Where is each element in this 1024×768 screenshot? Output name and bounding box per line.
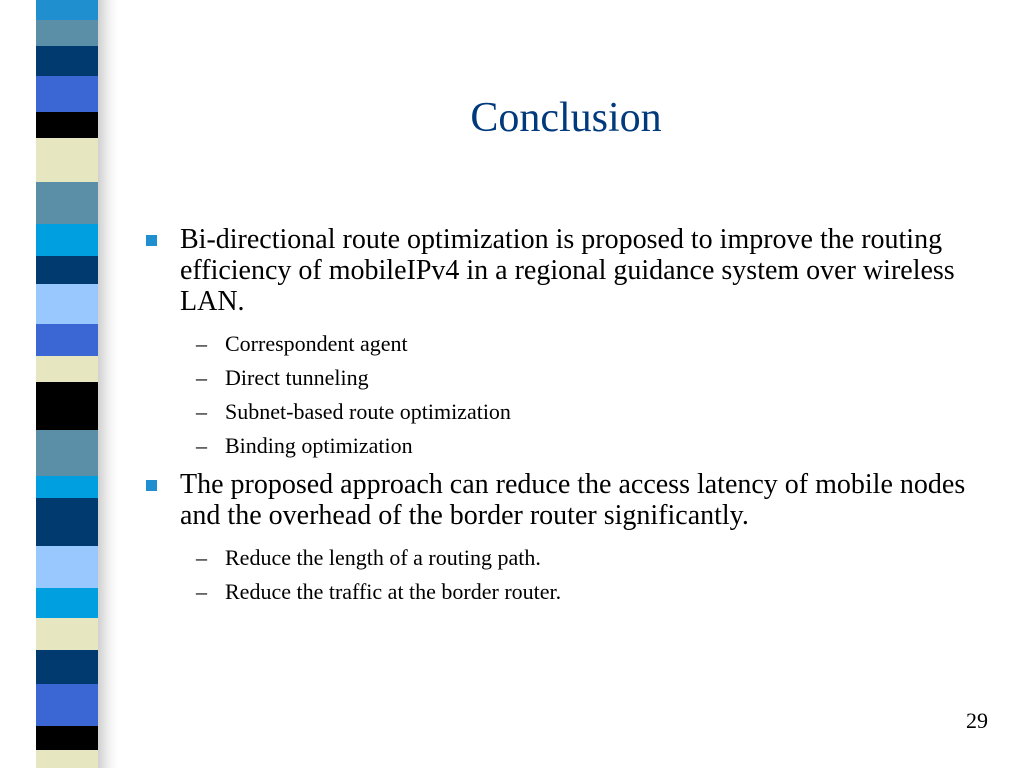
sub-item xyxy=(140,327,1000,361)
dash-marker: – xyxy=(196,399,207,424)
stripe-segment xyxy=(36,46,98,77)
stripe-segment xyxy=(36,324,98,357)
stripe-segment xyxy=(36,138,98,183)
stripe-segment xyxy=(36,382,98,431)
sub-item xyxy=(140,361,1000,395)
stripe-segment xyxy=(36,650,98,685)
sub-item-text: Direct tunneling xyxy=(225,365,369,390)
bullet-2 xyxy=(140,469,1000,531)
bullet-text: The proposed approach can reduce the access latency of mobile nodes and the overhead of the border router significantly. xyxy=(180,469,966,531)
bullet-1 xyxy=(140,224,1000,317)
stripe-segment xyxy=(36,224,98,257)
sub-list-2 xyxy=(140,541,1000,609)
dash-marker: – xyxy=(196,365,207,390)
stripe-segment xyxy=(36,750,98,768)
stripe-segment xyxy=(36,476,98,499)
stripe-segment xyxy=(36,684,98,727)
stripe-segment xyxy=(36,112,98,139)
stripe-segment xyxy=(36,0,98,21)
sub-item-text: Binding optimization xyxy=(225,433,413,458)
stripe-segment xyxy=(36,182,98,225)
dash-marker: – xyxy=(196,579,207,604)
sub-item xyxy=(140,395,1000,429)
slide-title: Conclusion xyxy=(470,95,662,141)
square-bullet-icon xyxy=(146,235,157,246)
sub-item xyxy=(140,575,1000,609)
dash-marker: – xyxy=(196,545,207,570)
sub-item-text: Correspondent agent xyxy=(225,331,408,356)
dash-marker: – xyxy=(196,331,207,356)
sub-item-text: Reduce the length of a routing path. xyxy=(225,545,541,570)
stripe-segment xyxy=(36,76,98,113)
bullet-text: Bi-directional route optimization is proposed to improve the routing efficiency of mobileIPv4 in a regional guidance system over wireless LAN. xyxy=(180,224,955,317)
sub-item-text: Reduce the traffic at the border router. xyxy=(225,579,562,604)
stripe-segment xyxy=(36,588,98,619)
square-bullet-icon xyxy=(146,480,157,491)
stripe-segment xyxy=(36,20,98,47)
stripe-segment xyxy=(36,498,98,547)
stripe-segment xyxy=(36,256,98,285)
stripe-svg xyxy=(0,0,120,768)
stripe-segment xyxy=(36,546,98,589)
decorative-stripe-band xyxy=(0,0,120,768)
dash-marker: – xyxy=(196,433,207,458)
stripe-segment xyxy=(36,356,98,383)
page-number: 29 xyxy=(966,708,988,733)
sub-item xyxy=(140,429,1000,463)
slide-content xyxy=(140,224,1000,615)
sub-item xyxy=(140,541,1000,575)
stripe-segment xyxy=(36,726,98,751)
sub-item-text: Subnet-based route optimization xyxy=(225,399,511,424)
stripe-segment xyxy=(36,430,98,477)
stripe-segment xyxy=(36,284,98,325)
stripe-segment xyxy=(36,618,98,651)
sub-list-1 xyxy=(140,327,1000,463)
